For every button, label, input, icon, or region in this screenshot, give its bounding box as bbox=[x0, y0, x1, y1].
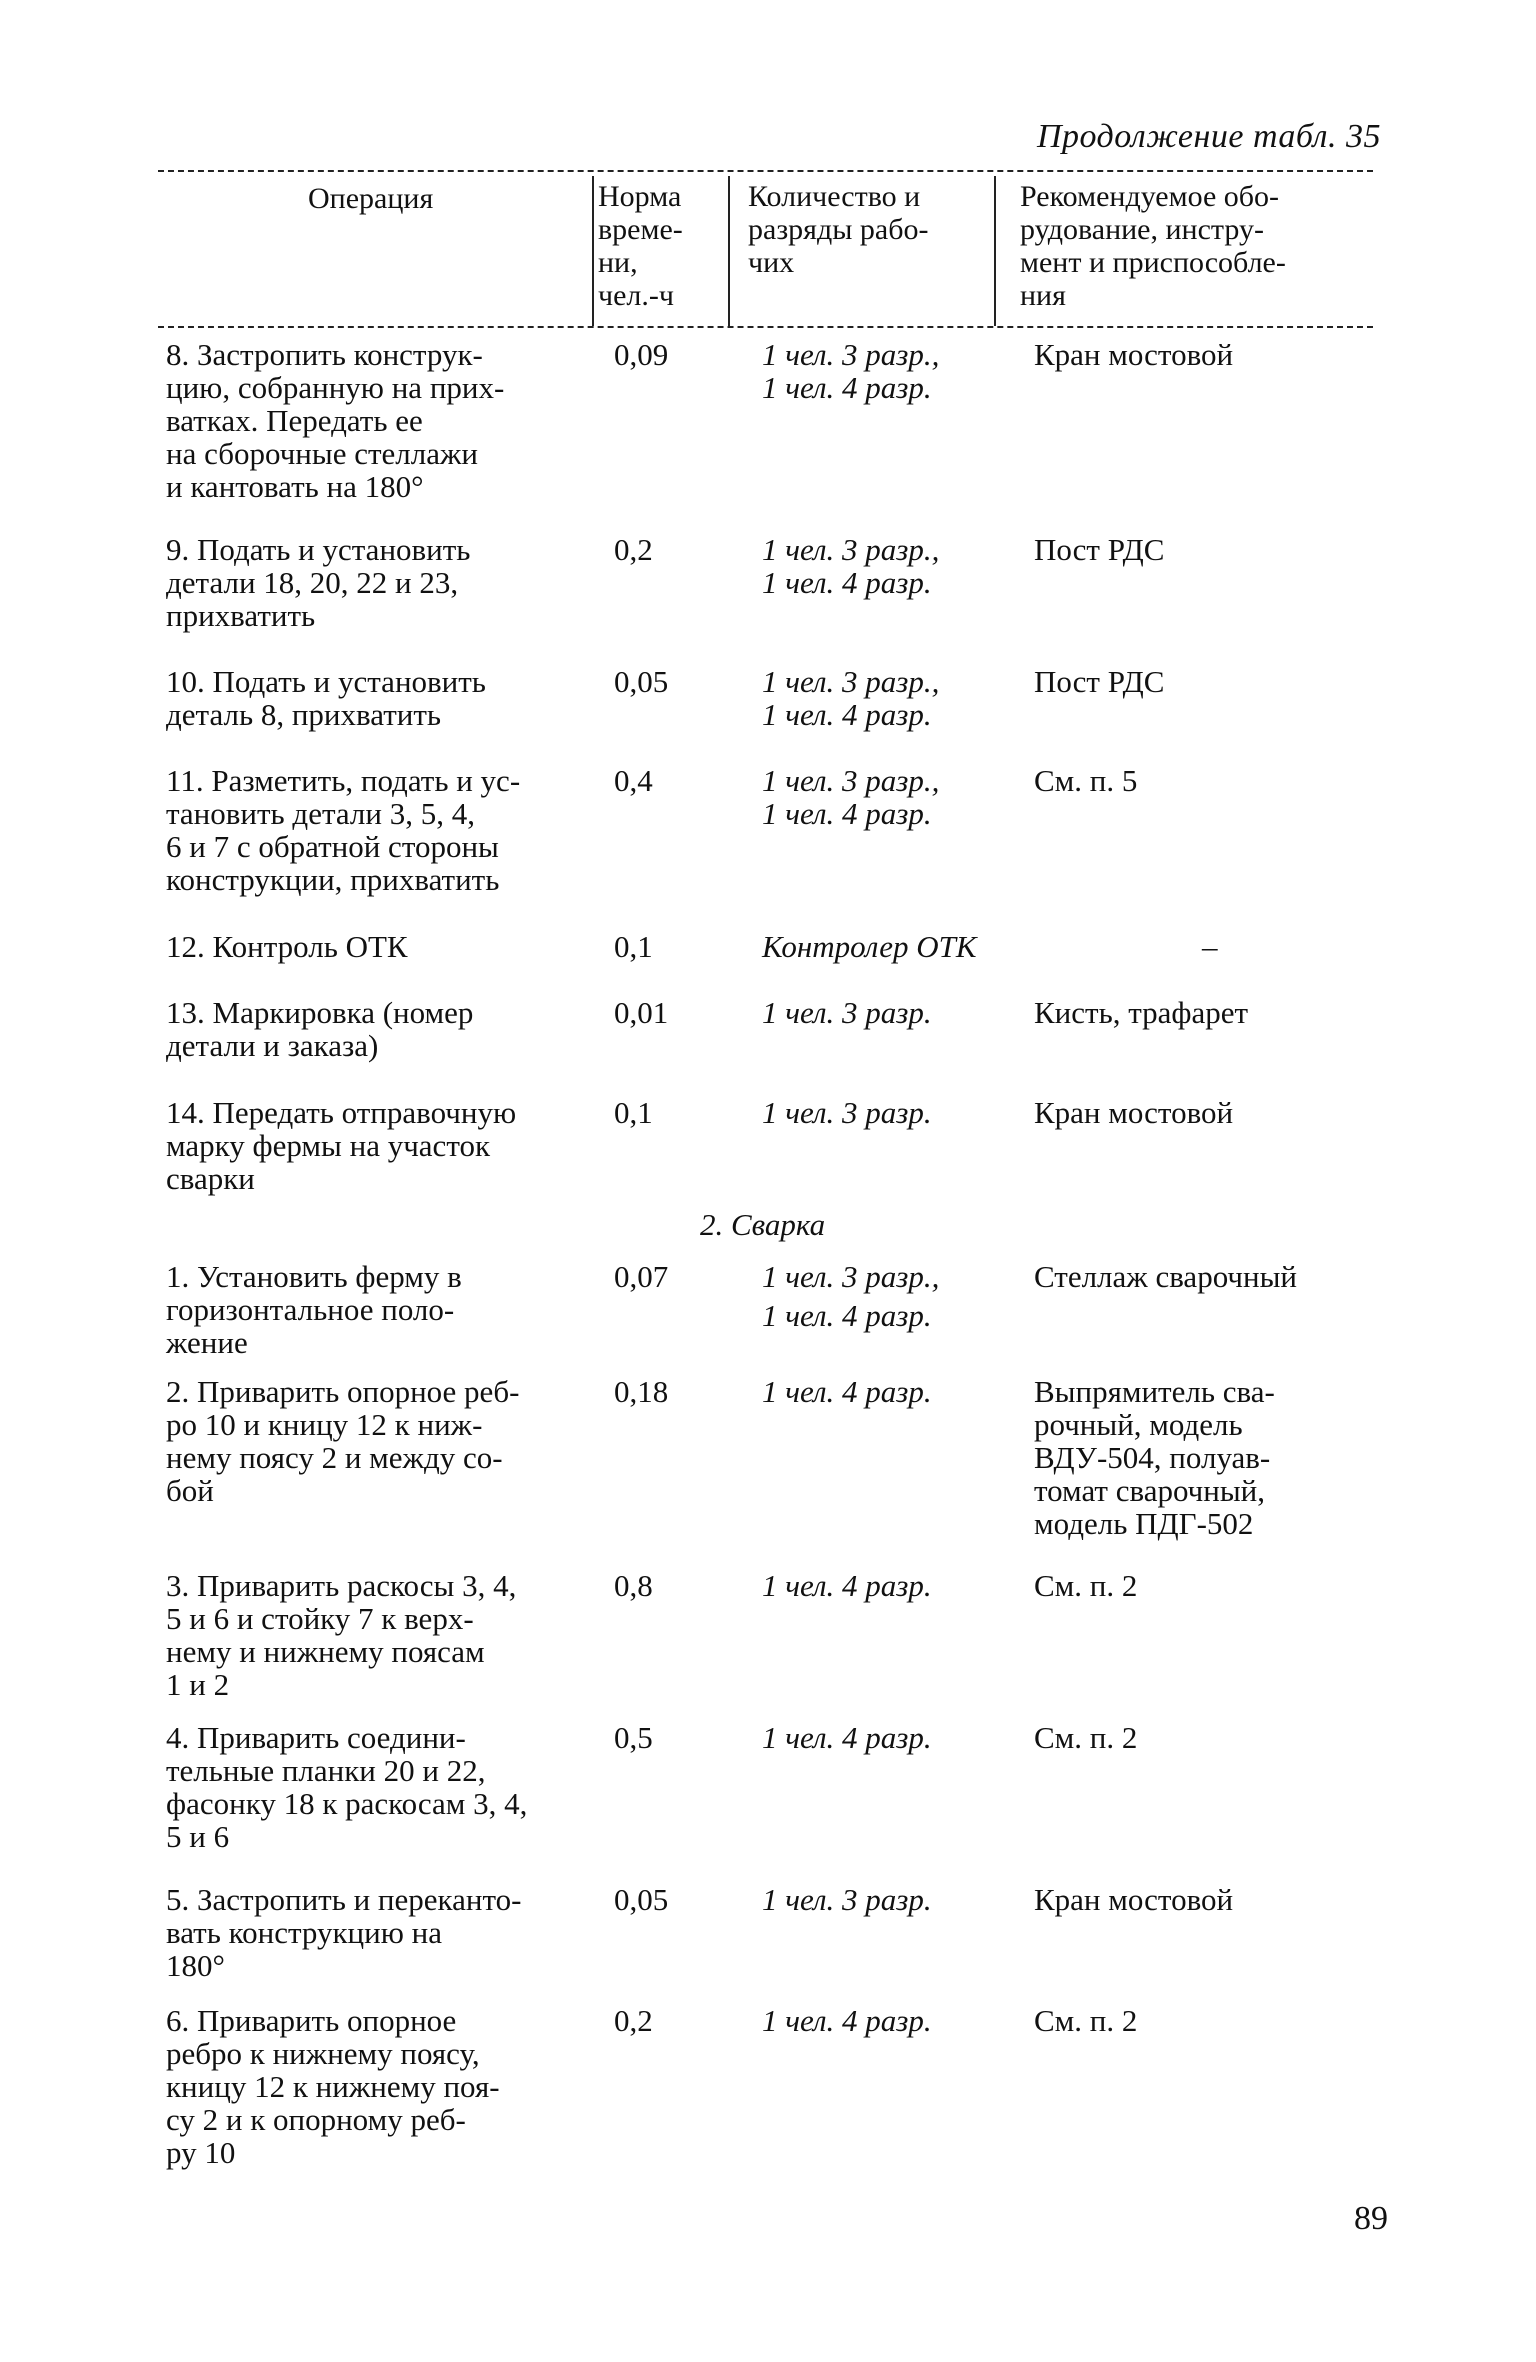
quantity-line: 1 чел. 4 разр. bbox=[762, 697, 932, 732]
equipment-line: ВДУ-504, полуав- bbox=[1034, 1440, 1271, 1475]
equipment-line: Кран мостовой bbox=[1034, 1882, 1234, 1917]
equipment-line: См. п. 2 bbox=[1034, 2003, 1138, 2038]
quantity-line: 1 чел. 3 разр., bbox=[762, 763, 940, 798]
quantity-line: 1 чел. 4 разр. bbox=[762, 1298, 932, 1333]
row-quantity bbox=[762, 2004, 932, 2037]
operation-line: нему и нижнему поясам bbox=[166, 1634, 485, 1669]
row-quantity bbox=[762, 533, 939, 599]
row-operation bbox=[166, 533, 626, 632]
quantity-line: 1 чел. 4 разр. bbox=[762, 1374, 932, 1409]
operation-line: бой bbox=[166, 1473, 214, 1508]
quantity-line: 1 чел. 4 разр. bbox=[762, 565, 932, 600]
header-divider-3 bbox=[994, 176, 996, 326]
quantity-line: 1 чел. 3 разр., bbox=[762, 1259, 940, 1294]
operation-line: фасонку 18 к раскосам 3, 4, bbox=[166, 1786, 528, 1821]
quantity-line: 1 чел. 3 разр., bbox=[762, 337, 940, 372]
row-equipment bbox=[1034, 1260, 1384, 1293]
header-quantity-line: разряды рабо- bbox=[748, 213, 929, 246]
operation-line: 11. Разметить, подать и ус- bbox=[166, 763, 521, 798]
operation-line: 13. Маркировка (номер bbox=[166, 995, 474, 1030]
operation-line: вать конструкцию на bbox=[166, 1915, 442, 1950]
row-norm: 0,07 bbox=[614, 1259, 669, 1294]
header-bottom-rule bbox=[158, 326, 1373, 328]
equipment-line: Выпрямитель сва- bbox=[1034, 1374, 1275, 1409]
quantity-line: 1 чел. 4 разр. bbox=[762, 370, 932, 405]
operation-line: горизонтальное поло- bbox=[166, 1292, 455, 1327]
row-norm: 0,01 bbox=[614, 995, 669, 1030]
operation-line: деталь 8, прихватить bbox=[166, 697, 442, 732]
header-norm-line: време- bbox=[598, 213, 683, 246]
operation-line: тельные планки 20 и 22, bbox=[166, 1753, 486, 1788]
row-operation bbox=[166, 1883, 626, 1982]
row-operation bbox=[166, 1721, 626, 1853]
row-norm: 0,2 bbox=[614, 2003, 653, 2038]
equipment-line: Пост РДС bbox=[1034, 664, 1165, 699]
header-divider-1 bbox=[592, 176, 594, 326]
operation-line: тановить детали 3, 5, 4, bbox=[166, 796, 475, 831]
row-norm: 0,8 bbox=[614, 1568, 653, 1603]
equipment-line: См. п. 2 bbox=[1034, 1568, 1138, 1603]
equipment-line: Пост РДС bbox=[1034, 532, 1165, 567]
row-operation bbox=[166, 338, 626, 503]
header-equipment bbox=[1020, 180, 1380, 312]
row-equipment bbox=[1034, 1721, 1384, 1754]
operation-line: 180° bbox=[166, 1948, 225, 1983]
row-equipment bbox=[1034, 2004, 1384, 2037]
operation-line: конструкции, прихватить bbox=[166, 862, 500, 897]
operation-line: детали 18, 20, 22 и 23, bbox=[166, 565, 459, 600]
row-equipment bbox=[1034, 1883, 1384, 1916]
equipment-line: См. п. 2 bbox=[1034, 1720, 1138, 1755]
operation-line: прихватить bbox=[166, 598, 316, 633]
row-quantity bbox=[762, 930, 976, 963]
quantity-line: 1 чел. 4 разр. bbox=[762, 1720, 932, 1755]
quantity-line: 1 чел. 4 разр. bbox=[762, 796, 932, 831]
row-quantity bbox=[762, 1260, 939, 1332]
row-quantity bbox=[762, 1096, 932, 1129]
operation-line: кницу 12 к нижнему поя- bbox=[166, 2069, 500, 2104]
row-equipment bbox=[1034, 996, 1384, 1029]
quantity-line: 1 чел. 3 разр. bbox=[762, 1095, 932, 1130]
equipment-line: рочный, модель bbox=[1034, 1407, 1243, 1442]
row-quantity bbox=[762, 1721, 932, 1754]
operation-line: марку фермы на участок bbox=[166, 1128, 491, 1163]
operation-line: 5. Застропить и переканто- bbox=[166, 1882, 522, 1917]
operation-line: 5 и 6 bbox=[166, 1819, 230, 1854]
operation-line: 14. Передать отправочную bbox=[166, 1095, 517, 1130]
operation-line: и кантовать на 180° bbox=[166, 469, 424, 504]
operation-line: жение bbox=[166, 1325, 248, 1360]
row-quantity bbox=[762, 665, 939, 731]
row-operation bbox=[166, 665, 626, 731]
equipment-line: томат сварочный, bbox=[1034, 1473, 1266, 1508]
row-quantity bbox=[762, 1375, 932, 1408]
row-norm: 0,1 bbox=[614, 1095, 653, 1130]
operation-line: детали и заказа) bbox=[166, 1028, 379, 1063]
header-divider-2 bbox=[728, 176, 730, 326]
header-top-rule bbox=[158, 170, 1373, 172]
row-operation bbox=[166, 764, 626, 896]
header-equipment-line: ния bbox=[1020, 279, 1066, 312]
header-equipment-line: Рекомендуемое обо- bbox=[1020, 180, 1280, 213]
header-norm-line: Норма bbox=[598, 180, 682, 213]
operation-line: нему поясу 2 и между со- bbox=[166, 1440, 503, 1475]
operation-line: 10. Подать и установить bbox=[166, 664, 486, 699]
operation-line: 6 и 7 с обратной стороны bbox=[166, 829, 499, 864]
row-operation bbox=[166, 930, 626, 963]
equipment-line: модель ПДГ-502 bbox=[1034, 1506, 1254, 1541]
row-equipment bbox=[1034, 665, 1384, 698]
header-quantity bbox=[748, 180, 998, 279]
operation-line: 2. Приварить опорное реб- bbox=[166, 1374, 520, 1409]
row-norm: 0,05 bbox=[614, 1882, 669, 1917]
row-norm: 0,05 bbox=[614, 664, 669, 699]
operation-line: ватках. Передать ее bbox=[166, 403, 423, 438]
quantity-line: 1 чел. 4 разр. bbox=[762, 2003, 932, 2038]
row-equipment bbox=[1202, 930, 1536, 963]
page-number: 89 bbox=[1354, 2200, 1388, 2237]
operation-line: 1 и 2 bbox=[166, 1667, 230, 1702]
equipment-line: Стеллаж сварочный bbox=[1034, 1259, 1297, 1294]
header-norm-line: чел.-ч bbox=[598, 279, 674, 312]
operation-line: 4. Приварить соедини- bbox=[166, 1720, 466, 1755]
row-operation bbox=[166, 1569, 626, 1701]
row-quantity bbox=[762, 996, 932, 1029]
quantity-line: 1 чел. 3 разр. bbox=[762, 1882, 932, 1917]
header-quantity-line: чих bbox=[748, 246, 795, 279]
row-equipment bbox=[1034, 1096, 1384, 1129]
row-operation bbox=[166, 996, 626, 1062]
row-norm: 0,18 bbox=[614, 1374, 669, 1409]
operation-line: 8. Застропить конструк- bbox=[166, 337, 483, 372]
quantity-line: 1 чел. 3 разр. bbox=[762, 995, 932, 1030]
table-caption: Продолжение табл. 35 bbox=[1036, 118, 1381, 155]
section-title: 2. Сварка bbox=[700, 1207, 826, 1242]
operation-line: ру 10 bbox=[166, 2135, 236, 2170]
header-equipment-line: мент и приспособле- bbox=[1020, 246, 1286, 279]
operation-line: су 2 и к опорному реб- bbox=[166, 2102, 466, 2137]
header-operation: Операция bbox=[308, 182, 434, 215]
row-quantity bbox=[762, 1569, 932, 1602]
operation-line: 1. Установить ферму в bbox=[166, 1259, 462, 1294]
row-quantity bbox=[762, 1883, 932, 1916]
row-equipment bbox=[1034, 1569, 1384, 1602]
quantity-line: Контролер ОТК bbox=[762, 929, 977, 964]
operation-line: цию, собранную на прих- bbox=[166, 370, 505, 405]
header-equipment-line: рудование, инстру- bbox=[1020, 213, 1264, 246]
equipment-line: Кисть, трафарет bbox=[1034, 995, 1249, 1030]
table-header bbox=[158, 176, 1373, 326]
row-operation bbox=[166, 1096, 626, 1195]
row-equipment bbox=[1034, 1375, 1384, 1540]
quantity-line: 1 чел. 3 разр., bbox=[762, 532, 940, 567]
row-operation bbox=[166, 1260, 626, 1359]
row-norm: 0,09 bbox=[614, 337, 669, 372]
row-equipment bbox=[1034, 764, 1384, 797]
quantity-line: 1 чел. 3 разр., bbox=[762, 664, 940, 699]
operation-line: ро 10 и кницу 12 к ниж- bbox=[166, 1407, 483, 1442]
header-norm-line: ни, bbox=[598, 246, 638, 279]
equipment-line: Кран мостовой bbox=[1034, 1095, 1234, 1130]
row-norm: 0,1 bbox=[614, 929, 653, 964]
equipment-line: Кран мостовой bbox=[1034, 337, 1234, 372]
equipment-line: См. п. 5 bbox=[1034, 763, 1138, 798]
operation-line: 3. Приварить раскосы 3, 4, bbox=[166, 1568, 517, 1603]
header-norm bbox=[598, 180, 718, 312]
row-norm: 0,4 bbox=[614, 763, 653, 798]
operation-line: на сборочные стеллажи bbox=[166, 436, 478, 471]
operation-line: сварки bbox=[166, 1161, 255, 1196]
quantity-line: 1 чел. 4 разр. bbox=[762, 1568, 932, 1603]
operation-line: 12. Контроль ОТК bbox=[166, 929, 408, 964]
row-equipment bbox=[1034, 338, 1384, 371]
header-quantity-line: Количество и bbox=[748, 180, 921, 213]
row-norm: 0,2 bbox=[614, 532, 653, 567]
row-norm: 0,5 bbox=[614, 1720, 653, 1755]
row-operation bbox=[166, 1375, 626, 1507]
row-quantity bbox=[762, 764, 939, 830]
equipment-line: – bbox=[1202, 929, 1218, 964]
operation-line: 9. Подать и установить bbox=[166, 532, 471, 567]
operation-line: 5 и 6 и стойку 7 к верх- bbox=[166, 1601, 474, 1636]
row-quantity bbox=[762, 338, 939, 404]
operation-line: 6. Приварить опорное bbox=[166, 2003, 457, 2038]
operation-line: ребро к нижнему поясу, bbox=[166, 2036, 480, 2071]
row-equipment bbox=[1034, 533, 1384, 566]
row-operation bbox=[166, 2004, 626, 2169]
